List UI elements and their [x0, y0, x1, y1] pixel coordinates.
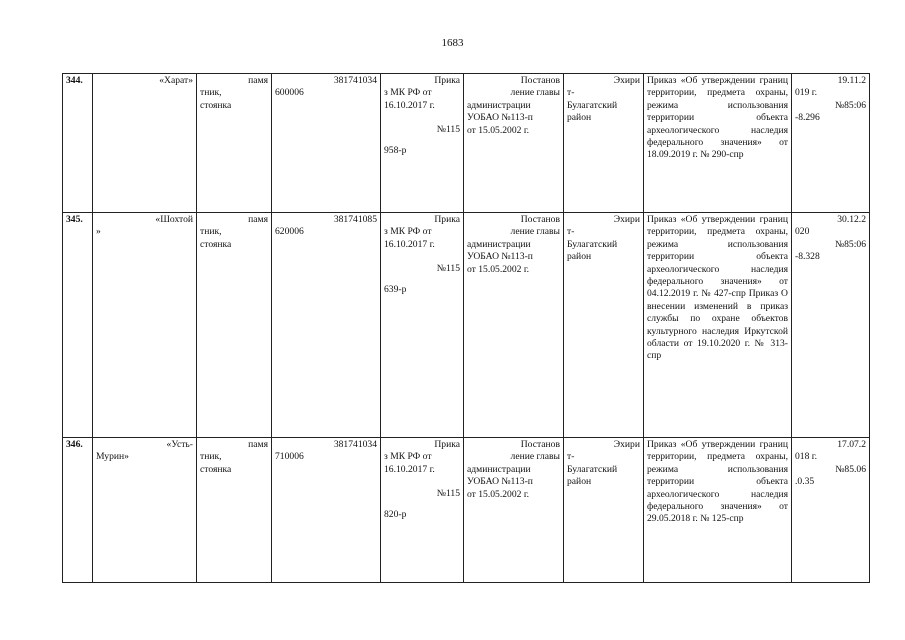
object-type-line: стоянка — [200, 463, 232, 475]
object-type-line: тник, — [200, 451, 222, 463]
location-cell — [564, 213, 644, 438]
resolution-cell — [464, 438, 564, 583]
resolution-line: УОБАО №113-п — [467, 476, 533, 488]
object-type-line: памя — [248, 214, 268, 225]
resolution-line: от 15.05.2002 г. — [467, 488, 530, 500]
location-line: Булагатский — [567, 99, 618, 111]
registry-number-line: 381741085 — [333, 214, 377, 225]
resolution-line: Постанов — [520, 439, 560, 450]
ministry-order-line: 16.10.2017 г. — [384, 238, 435, 250]
row-number: 346. — [63, 438, 93, 583]
boundary-order-cell: Приказ «Об утверждении границ территории, предмета охраны, режима использования территории объекта археологического наследия федерального значения» от 29.05.2018 г. № 125-спр — [644, 438, 792, 583]
location-line: т- — [567, 451, 575, 463]
resolution-line: администрации — [467, 99, 531, 111]
resolution-line: УОБАО №113-п — [467, 112, 533, 124]
resolution-line: ление главы — [510, 451, 560, 463]
object-name-cell — [93, 213, 197, 438]
object-type-cell — [197, 74, 272, 213]
ministry-order-line: Прика — [434, 439, 460, 450]
resolution-line: администрации — [467, 238, 531, 250]
registration-date-cell — [792, 74, 870, 213]
ministry-order-line: №115 — [436, 263, 460, 275]
registry-number-cell — [272, 213, 381, 438]
boundary-order-cell: Приказ «Об утверждении границ территории, предмета охраны, режима использования территории объекта археологического наследия федерального значения» от 04.12.2019 г. № 427-спр Приказ О внесении изменений в приказ службы по охране объектов культурного наследия Иркутской области от 19.10.2020 г. № 313- спр — [644, 213, 792, 438]
object-name: » — [96, 226, 101, 238]
registry-number-cell — [272, 74, 381, 213]
resolution-cell — [464, 74, 564, 213]
registration-date-line: 17.07.2 — [837, 439, 866, 450]
object-name: Мурин» — [96, 451, 129, 463]
ministry-order-line: з МК РФ от — [384, 87, 432, 99]
resolution-line: от 15.05.2002 г. — [467, 263, 530, 275]
location-line: район — [567, 476, 592, 488]
object-type-line: стоянка — [200, 238, 232, 250]
resolution-line: Постанов — [520, 75, 560, 86]
object-type-line: памя — [248, 439, 268, 450]
registry-number-line: 600006 — [275, 87, 304, 99]
ministry-order-line: 958-р — [384, 144, 407, 156]
registration-date-cell — [792, 438, 870, 583]
registration-date-line: 19.11.2 — [837, 75, 866, 86]
ministry-order-cell — [381, 74, 464, 213]
location-line: Эхири — [613, 214, 640, 225]
resolution-line: ление главы — [510, 226, 560, 238]
registry-number-cell — [272, 438, 381, 583]
location-cell — [564, 438, 644, 583]
ministry-order-line: 820-р — [384, 508, 407, 520]
object-name-cell — [93, 74, 197, 213]
registration-date-line: -8.296 — [795, 112, 820, 124]
ministry-order-line: №115 — [436, 124, 460, 136]
location-line: Эхири — [613, 439, 640, 450]
registration-date-line: -8.328 — [795, 251, 820, 263]
row-number: 345. — [63, 213, 93, 438]
ministry-order-line: №115 — [436, 488, 460, 500]
ministry-order-line: з МК РФ от — [384, 451, 432, 463]
resolution-line: ление главы — [510, 87, 560, 99]
object-type-line: тник, — [200, 87, 222, 99]
location-line: т- — [567, 87, 575, 99]
object-type-cell — [197, 213, 272, 438]
ministry-order-line: 16.10.2017 г. — [384, 463, 435, 475]
registration-date-line: .0.35 — [795, 476, 815, 488]
resolution-line: УОБАО №113-п — [467, 251, 533, 263]
ministry-order-line: Прика — [434, 214, 460, 225]
boundary-order-cell: Приказ «Об утверждении границ территории, предмета охраны, режима использования территории объекта археологического наследия федерального значения» от 18.09.2019 г. № 290-спр — [644, 74, 792, 213]
table-row — [63, 438, 870, 583]
ministry-order-line: Прика — [434, 75, 460, 86]
location-line: район — [567, 251, 592, 263]
resolution-line: Постанов — [520, 214, 560, 225]
location-cell — [564, 74, 644, 213]
registration-date-line: 018 г. — [795, 451, 818, 463]
object-type-line: памя — [248, 75, 268, 86]
object-name: «Шохтой — [155, 214, 193, 225]
object-type-line: тник, — [200, 226, 222, 238]
resolution-cell — [464, 213, 564, 438]
table-row — [63, 213, 870, 438]
resolution-line: от 15.05.2002 г. — [467, 124, 530, 136]
ministry-order-line: з МК РФ от — [384, 226, 432, 238]
table-row — [63, 74, 870, 213]
object-type-line: стоянка — [200, 99, 232, 111]
registration-date-line: №85:06 — [834, 99, 866, 111]
ministry-order-line: 639-р — [384, 283, 407, 295]
object-name: «Харат» — [159, 75, 193, 86]
registration-date-line: 30.12.2 — [837, 214, 866, 225]
registration-date-line: 019 г. — [795, 87, 818, 99]
resolution-line: администрации — [467, 463, 531, 475]
registry-number-line: 620006 — [275, 226, 304, 238]
ministry-order-line: 16.10.2017 г. — [384, 99, 435, 111]
object-type-cell — [197, 438, 272, 583]
heritage-registry-table — [62, 73, 870, 583]
location-line: т- — [567, 226, 575, 238]
object-name-cell — [93, 438, 197, 583]
registration-date-line: 020 — [795, 226, 810, 238]
registration-date-cell — [792, 213, 870, 438]
location-line: Булагатский — [567, 238, 618, 250]
registration-date-line: №85.06 — [835, 463, 866, 475]
registration-date-line: №85:06 — [834, 238, 866, 250]
location-line: Эхири — [613, 75, 640, 86]
registry-number-line: 381741034 — [333, 439, 377, 450]
location-line: район — [567, 112, 592, 124]
location-line: Булагатский — [567, 463, 618, 475]
ministry-order-cell — [381, 213, 464, 438]
registry-number-line: 710006 — [275, 451, 304, 463]
row-number: 344. — [63, 74, 93, 213]
page-number: 1683 — [441, 37, 464, 49]
object-name: «Усть- — [166, 439, 193, 450]
registry-number-line: 381741034 — [333, 75, 377, 86]
ministry-order-cell — [381, 438, 464, 583]
